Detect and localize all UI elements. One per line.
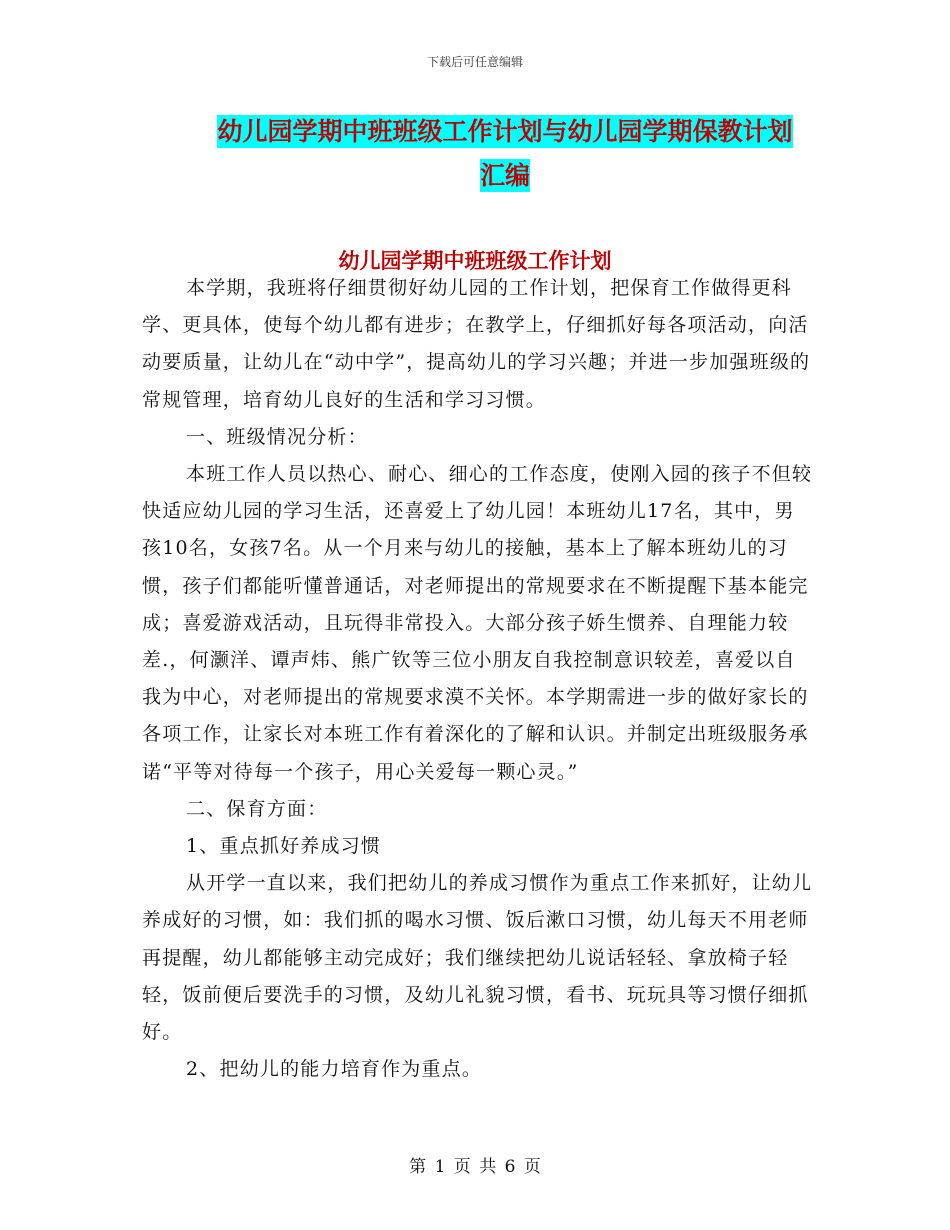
document-title-line-2: 汇编: [479, 161, 530, 190]
section-title: 幼儿园学期中班班级工作计划: [338, 248, 612, 273]
paragraph-intro: 本学期，我班将仔细贯彻好幼儿园的工作计划，把保育工作做得更科学、更具体，使每个幼儿都有进步；在教学上，仔细抓好每各项活动，向活动要质量，让幼儿在“动中学”，提高幼儿的学习兴趣；并进一步加强班级的常规管理，培育幼儿良好的生活和学习习惯。: [142, 277, 811, 411]
heading-class-analysis: 一、班级情况分析：: [186, 425, 368, 448]
paragraph-class-analysis: 本班工作人员以热心、耐心、细心的工作态度，使刚入园的孩子不但较快适应幼儿园的学习生活，还喜爱上了幼儿园！本班幼儿17名，其中，男孩10名，女孩7名。从一个月来与幼儿的接触，基本上了解本班幼儿的习惯，孩子们都能听懂普通话，对老师提出的常规要求在不断提醒下基本能完成；喜爱游戏活动，且玩得非常投入。大部分孩子娇生惯养、自理能力较差.，何灏洋、谭声炜、熊广钦等三位小朋友自我控制意识较差，喜爱以自我为中心，对老师提出的常规要求漠不关怀。本学期需进一步的做好家长的各项工作，让家长对本班工作有着深化的了解和认识。并制定出班级服务承诺“平等对待每一个孩子，用心关爱每一颗心灵。”: [142, 463, 813, 783]
document-body: [142, 270, 814, 1088]
subheading-ability: 2、把幼儿的能力培育作为重点。: [186, 1058, 483, 1081]
header-note: 下载后可任意编辑: [426, 55, 523, 69]
document-title: [140, 110, 870, 198]
subheading-habits: 1、重点抓好养成习惯: [186, 835, 382, 858]
heading-care: 二、保育方面：: [186, 797, 328, 820]
page-footer: 第 1 页 共 6 页: [409, 1157, 541, 1177]
paragraph-habits: 从开学一直以来，我们把幼儿的养成习惯作为重点工作来抓好，让幼儿养成好的习惯，如：我们抓的喝水习惯、饭后漱口习惯，幼儿每天不用老师再提醒，幼儿都能够主动完成好；我们继续把幼儿说话轻轻、拿放椅子轻轻，饭前便后要洗手的习惯，及幼儿礼貌习惯，看书、玩玩具等习惯仔细抓好。: [142, 872, 813, 1044]
document-title-line-1: 幼儿园学期中班班级工作计划与幼儿园学期保教计划: [217, 117, 793, 146]
